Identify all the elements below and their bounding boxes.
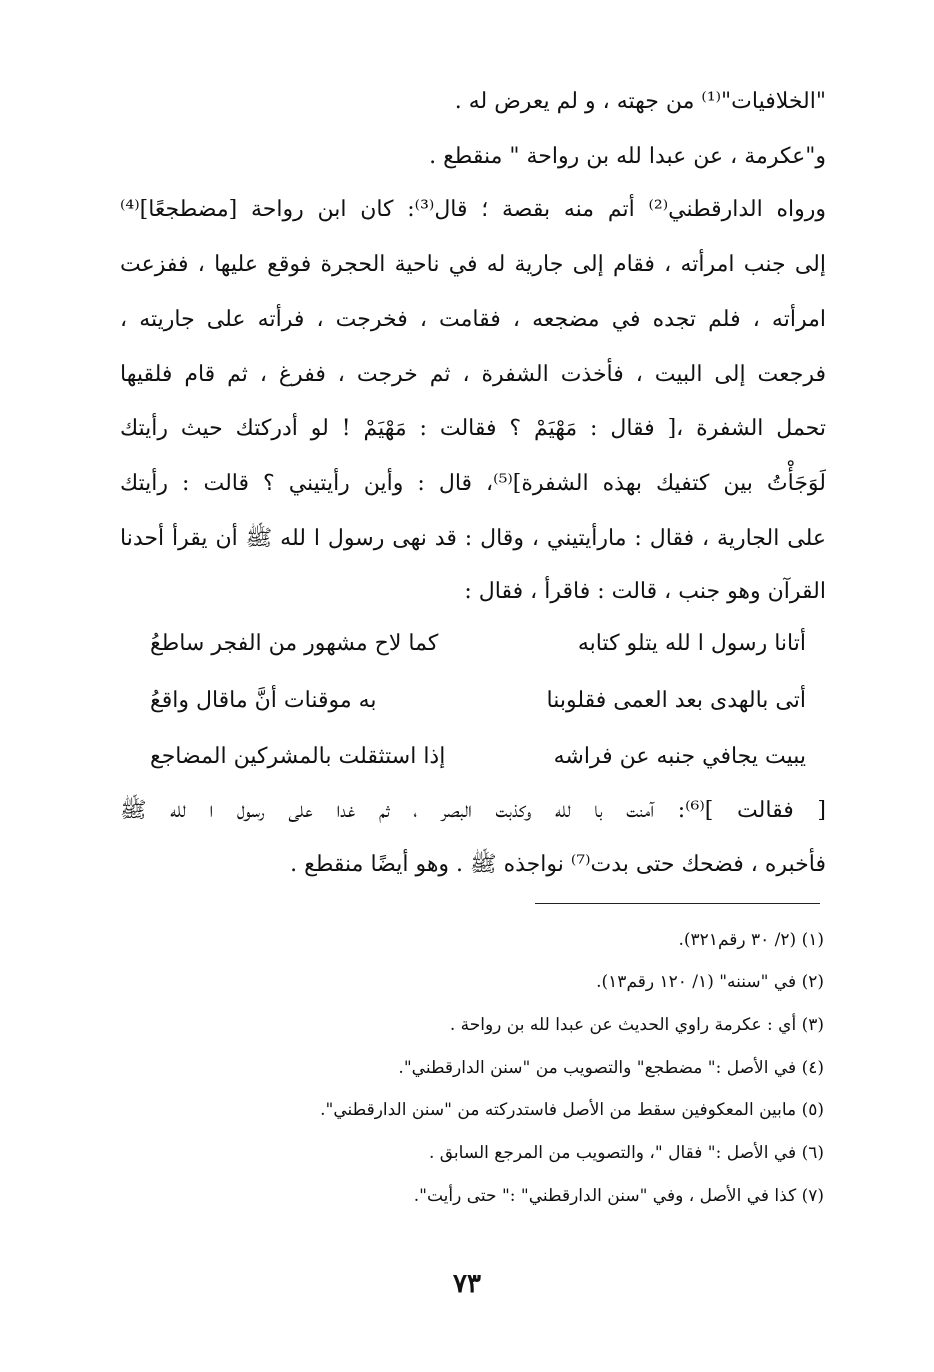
text-line: القرآن وهو جنب ، قالت : فاقرأ ، فقال :	[464, 579, 826, 604]
verse-first-hemistich: يبيت يجافي جنبه عن فراشه	[553, 744, 806, 769]
verse-second-hemistich: به موقنات أنَّ ماقال واقعُ	[150, 688, 377, 713]
footnote: (٥) مابين المعكوفين سقط من الأصل فاستدركته من "سنن الدارقطني".	[320, 1100, 824, 1120]
footnote: (٧) كذا في الأصل ، وفي "سنن الدارقطني" :" حتى رأيت".	[413, 1186, 824, 1206]
poem-verse	[150, 685, 806, 725]
footnote-separator	[535, 903, 820, 904]
footnote: (٤) في الأصل :" مضطجع" والتصويب من "سنن الدارقطني".	[398, 1058, 824, 1078]
poem-verse	[150, 628, 806, 668]
text-line: [ فقالت ]⁽⁶⁾: آمنت با لله وكذبت البصر ، ثم غدا على رسول ا لله ﷺ	[120, 798, 827, 823]
poem-verse	[150, 741, 806, 781]
footnote: (٢) في "سننه" (١/ ١٢٠ رقم١٣).	[596, 972, 824, 992]
footnote: (١) (٢/ ٣٠ رقم٣٢١).	[678, 930, 824, 950]
verse-second-hemistich: إذا استثقلت بالمشركين المضاجع	[150, 744, 446, 769]
text-line: و"عكرمة ، عن عبدا لله بن رواحة " منقطع .	[429, 144, 826, 169]
text-line: فرجعت إلى البيت ، فأخذت الشفرة ، ثم خرجت ، ففرغ ، ثم قام فلقيها	[120, 362, 826, 387]
text-line: فأخبره ، فضحك حتى بدت⁽⁷⁾ نواجذه ﷺ . وهو أيضًا منقطع .	[290, 852, 826, 877]
text-line: تحمل الشفرة ،[ فقال : مَهْيَمْ ؟ فقالت : مَهْيَمْ ! لو أدركتك حيث رأيتك	[120, 416, 826, 441]
verse-first-hemistich: أتى بالهدى بعد العمى فقلوبنا	[546, 688, 806, 713]
text-line: "الخلافيات"⁽¹⁾ من جهته ، و لم يعرض له .	[454, 89, 826, 114]
footnote: (٦) في الأصل :" فقال "، والتصويب من المرجع السابق .	[428, 1143, 824, 1163]
text-line: إلى جنب امرأته ، فقام إلى جارية له في ناحية الحجرة فوقع عليها ، ففزعت	[120, 252, 826, 277]
text-line: على الجارية ، فقال : مارأيتيني ، وقال : قد نهى رسول ا لله ﷺ أن يقرأ أحدنا	[120, 526, 826, 551]
footnote: (٣) أي : عكرمة راوي الحديث عن عبدا لله بن رواحة .	[449, 1015, 824, 1035]
text-line: امرأته ، فلم تجده في مضجعه ، فقامت ، فخرجت ، فرأته على جاريته ،	[120, 307, 826, 332]
text-line: لَوَجَأْتُ بين كتفيك بهذه الشفرة]⁽⁵⁾، قال : وأين رأيتيني ؟ قالت : رأيتك	[120, 471, 826, 496]
text-line: ورواه الدارقطني⁽²⁾ أتم منه بقصة ؛ قال⁽³⁾: كان ابن رواحة [مضطجعًا]⁽⁴⁾	[120, 197, 826, 222]
page-number: ٧٣	[453, 1269, 481, 1299]
verse-first-hemistich: أتانا رسول ا لله يتلو كتابه	[577, 631, 806, 656]
verse-second-hemistich: كما لاح مشهور من الفجر ساطعُ	[150, 631, 439, 656]
